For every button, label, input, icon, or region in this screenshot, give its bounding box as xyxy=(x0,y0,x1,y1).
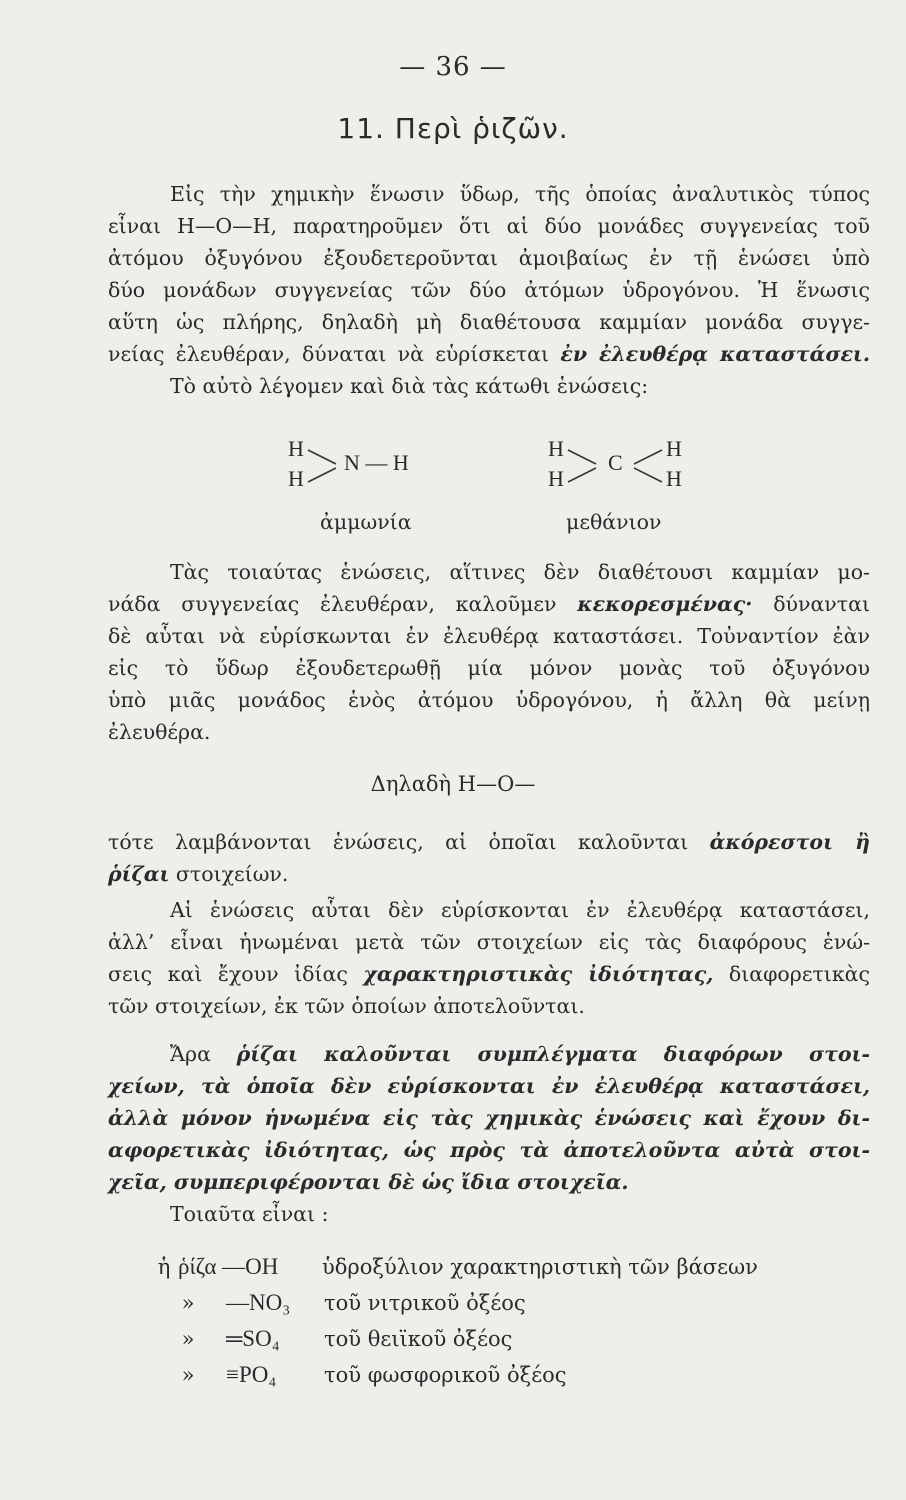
paragraph-line: ἐλευθέρα. xyxy=(108,720,211,744)
list-mark: ἡ xyxy=(157,1255,171,1279)
paragraph-1 xyxy=(108,178,870,402)
emphasis-text: ῥίζαι καλοῦνται συμπλέγματα διαφόρων στοι- xyxy=(236,1042,870,1066)
radical-formula: —NO₃ xyxy=(226,1290,291,1315)
example-formula-line: Δηλαδὴ Η—Ο— xyxy=(370,772,536,796)
paragraph-line xyxy=(108,1038,870,1070)
paragraph-4 xyxy=(108,826,870,890)
list-item xyxy=(150,1290,758,1326)
radical-description: τοῦ νιτρικοῦ ὀξέος xyxy=(324,1291,526,1315)
list-mark: » xyxy=(181,1291,195,1315)
paragraph-3 xyxy=(108,556,870,748)
paragraph-line: ὑπὸ μιᾶς μονάδος ἑνὸς ἀτόμου ὑδρογόνου, ἡ ἄλλη θὰ μείνῃ xyxy=(108,688,870,712)
plain-text: δύνανται xyxy=(773,592,870,616)
plain-text: Ἄρα xyxy=(170,1042,211,1066)
list-item xyxy=(150,1326,758,1362)
paragraph-5 xyxy=(108,894,870,1022)
hydrogen-bottom-left: H xyxy=(548,466,564,491)
emphasis-text: κεκορεσμένας· xyxy=(577,592,753,616)
paragraph-line xyxy=(108,958,870,990)
radical-description: τοῦ θειϊκοῦ ὀξέος xyxy=(324,1327,513,1351)
hydrogen-top-right: H xyxy=(666,436,682,461)
plain-text: νείας ἐλευθέραν, δύναται νὰ εὑρίσκεται xyxy=(108,342,550,366)
emphasis-text: ἐν ἐλευθέρᾳ καταστάσει. xyxy=(560,342,870,366)
ammonia-caption: ἀμμωνία xyxy=(320,510,412,534)
hydrogen-bottom: H xyxy=(288,466,304,491)
list-item xyxy=(150,1254,758,1290)
paragraph-line: ἀτόμου ὀξυγόνου ἐξουδετεροῦνται ἀμοιβαίως ἐν τῇ ἑνώσει ὑπὸ xyxy=(108,246,870,270)
bond-lines-left-icon xyxy=(566,444,600,488)
paragraph-line: ἀλλ’ εἶναι ἡνωμέναι μετὰ τῶν στοιχείων εἰς τὰς διαφόρους ἑνώ- xyxy=(108,930,870,954)
paragraph-line: χεῖα, συμπεριφέρονται δὲ ὡς ἴδια στοιχεῖα. xyxy=(108,1170,629,1194)
carbon-atom: C xyxy=(608,450,623,475)
paragraph-line: δύο μονάδων συγγενείας τῶν δύο ἀτόμων ὑδρογόνου. Ἡ ἕνωσις xyxy=(108,278,870,302)
paragraph-line: ἀλλὰ μόνον ἡνωμένα εἰς τὰς χημικὰς ἑνώσεις καὶ ἔχουν δι- xyxy=(108,1106,870,1130)
emphasis-text: χαρακτηριστικὰς ἰδιότητας, xyxy=(363,962,714,986)
plain-text: σεις καὶ ἔχουν ἰδίας xyxy=(108,962,348,986)
paragraph-line: αὕτη ὡς πλήρης, δηλαδὴ μὴ διαθέτουσα καμμίαν μονάδα συγγε- xyxy=(108,310,870,334)
emphasis-text: ῥίζαι xyxy=(108,862,170,886)
nitrogen-group: N — H xyxy=(344,450,409,475)
plain-text: τότε λαμβάνονται ἑνώσεις, αἱ ὁποῖαι καλοῦνται xyxy=(108,830,689,854)
radical-description: ὑδροξύλιον χαρακτηριστικὴ τῶν βάσεων xyxy=(322,1255,758,1279)
paragraph-line: αφορετικὰς ἰδιότητας, ὡς πρὸς τὰ ἀποτελοῦντα αὐτὰ στοι- xyxy=(108,1138,870,1162)
paragraph-line xyxy=(108,588,870,620)
list-item xyxy=(150,1362,758,1398)
paragraph-line xyxy=(108,858,870,890)
ammonia-formula xyxy=(288,436,468,500)
emphasis-text: ἀκόρεστοι ἢ xyxy=(709,830,870,854)
list-mark: » xyxy=(181,1327,195,1351)
radical-description: τοῦ φωσφορικοῦ ὀξέος xyxy=(324,1363,567,1387)
paragraph-line: εἶναι Η—Ο—Η, παρατηροῦμεν ὅτι αἱ δύο μονάδες συγγενείας τοῦ xyxy=(108,214,870,238)
radical-formula: ≡PO₄ xyxy=(226,1362,277,1387)
methane-caption: μεθάνιον xyxy=(566,510,662,534)
methane-formula xyxy=(548,436,728,500)
paragraph-line: Τὰς τοιαύτας ἑνώσεις, αἵτινες δὲν διαθέτουσι καμμίαν μο- xyxy=(170,560,870,584)
paragraph-line: δὲ αὗται νὰ εὑρίσκωνται ἐν ἐλευθέρᾳ καταστάσει. Τοὐναντίον ἐὰν xyxy=(108,624,870,648)
hydrogen-top: H xyxy=(288,436,304,461)
paragraph-line: Αἱ ἑνώσεις αὗται δὲν εὑρίσκονται ἐν ἐλευθέρᾳ καταστάσει, xyxy=(170,898,870,922)
bond-lines-right-icon xyxy=(632,444,666,488)
bond-lines-icon xyxy=(306,444,340,488)
list-mark: » xyxy=(181,1363,195,1387)
plain-text: διαφορετικὰς xyxy=(728,962,870,986)
paragraph-line xyxy=(108,826,870,858)
paragraph-6 xyxy=(108,1038,870,1230)
paragraph-line: εἰς τὸ ὕδωρ ἐξουδετερωθῇ μία μόνον μονὰς τοῦ ὀξυγόνου xyxy=(108,656,870,680)
section-title: 11. Περὶ ῥιζῶν. xyxy=(337,112,569,145)
paragraph-line: Εἰς τὴν χημικὴν ἕνωσιν ὕδωρ, τῆς ὁποίας ἀναλυτικὸς τύπος xyxy=(170,182,870,206)
plain-text: νάδα συγγενείας ἐλευθέραν, καλοῦμεν xyxy=(108,592,557,616)
paragraph-line xyxy=(108,338,870,370)
list-intro: Τοιαῦτα εἶναι : xyxy=(170,1202,329,1226)
paragraph-line: τῶν στοιχείων, ἐκ τῶν ὁποίων ἀποτελοῦνται. xyxy=(108,994,585,1018)
hydrogen-top-left: H xyxy=(548,436,564,461)
plain-text: στοιχείων. xyxy=(175,862,289,886)
page-number: — 36 — xyxy=(399,52,507,82)
paragraph-2-intro: Τὸ αὐτὸ λέγομεν καὶ διὰ τὰς κάτωθι ἑνώσεις: xyxy=(170,374,649,398)
radicals-list xyxy=(150,1254,758,1398)
hydrogen-bottom-right: H xyxy=(666,466,682,491)
radical-formula: ῥίζα —OH xyxy=(178,1254,279,1279)
radical-formula: ═SO₄ xyxy=(226,1326,280,1351)
paragraph-line: χείων, τὰ ὁποῖα δὲν εὑρίσκονται ἐν ἐλευθέρᾳ καταστάσει, xyxy=(108,1074,870,1098)
